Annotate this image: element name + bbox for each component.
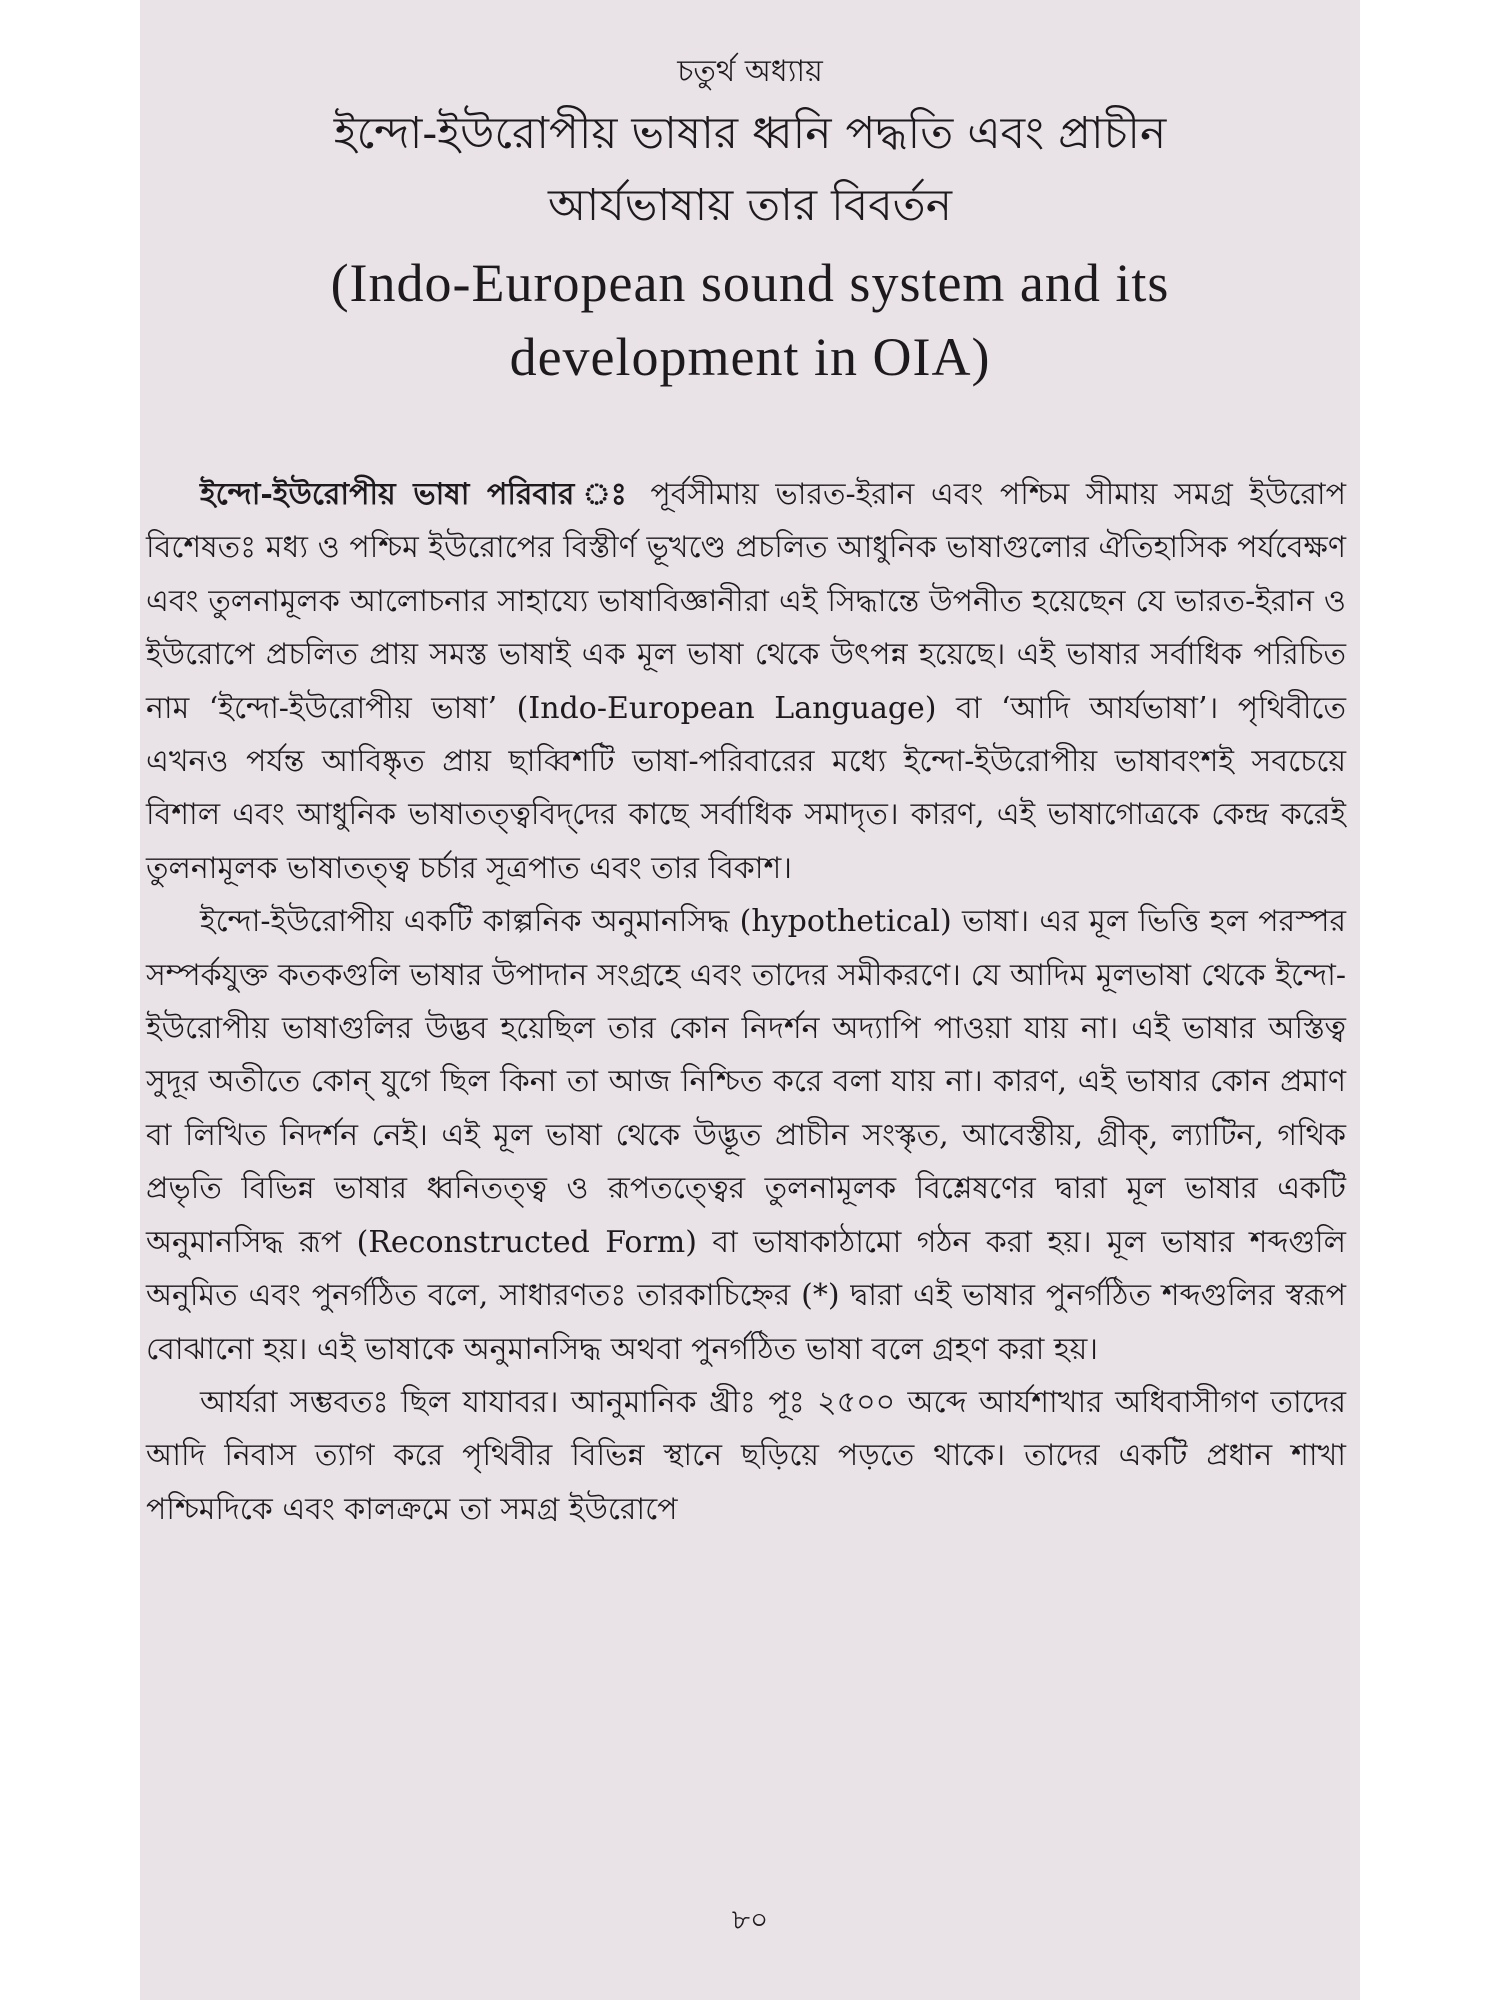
paragraph-3-text: আর্যরা সম্ভবতঃ ছিল যাযাবর। আনুমানিক খ্রীঃ পূঃ ২৫০০ অব্দে আর্যশাখার অধিবাসীগণ তাদের আদি নিবাস ত্যাগ করে পৃথিবীর বিভিন্ন স্থানে ছড়িয়ে পড়তে থাকে। তাদের একটি প্রধান শাখা পশ্চিমদিকে এবং কালক্রমে তা সমগ্র ইউরোপে: [146, 1384, 1346, 1527]
book-page: [140, 0, 1360, 2000]
page-number: ৮০: [731, 1903, 769, 1936]
chapter-title-bengali-line-2: আর্যভাষায় তার বিবর্তন: [548, 180, 952, 231]
chapter-title-bengali: [140, 98, 1360, 242]
chapter-title-english: [140, 246, 1360, 394]
paragraph-1-text: পূর্বসীমায় ভারত-ইরান এবং পশ্চিম সীমায় সমগ্র ইউরোপ বিশেষতঃ মধ্য ও পশ্চিম ইউরোপের বিস্তীর্ণ ভূখণ্ডে প্রচলিত আধুনিক ভাষাগুলোর ঐতিহাসিক পর্যবেক্ষণ এবং তুলনামূলক আলোচনার সাহায্যে ভাষাবিজ্ঞানীরা এই সিদ্ধান্তে উপনীত হয়েছেন যে ভারত-ইরান ও ইউরোপে প্রচলিত প্রায় সমস্ত ভাষাই এক মূল ভাষা থেকে উৎপন্ন হয়েছে। এই ভাষার সর্বাধিক পরিচিত নাম ‘ইন্দো-ইউরোপীয় ভাষা’ (Indo-European Language) বা ‘আদি আর্যভাষা’। পৃথিবীতে এখনও পর্যন্ত আবিষ্কৃত প্রায় ছাব্বিশটি ভাষা-পরিবারের মধ্যে ইন্দো-ইউরোপীয় ভাষাবংশই সবচেয়ে বিশাল এবং আধুনিক ভাষাতত্ত্ববিদ্‌দের কাছে সর্বাধিক সমাদৃত। কারণ, এই ভাষাগোত্রকে কেন্দ্র করেই তুলনামূলক ভাষাতত্ত্ব চর্চার সূত্রপাত এবং তার বিকাশ।: [146, 477, 1346, 886]
chapter-title-english-line-2: development in OIA): [509, 327, 991, 387]
chapter-label: চতুর্থ অধ্যায়: [677, 54, 823, 89]
paragraph-1: [146, 468, 1346, 895]
body-text: [146, 468, 1346, 1536]
paragraph-1-lead: ইন্দো-ইউরোপীয় ভাষা পরিবার ঃ: [200, 477, 634, 512]
chapter-title-english-line-1: (Indo-European sound system and its: [330, 253, 1170, 313]
paragraph-2: [146, 895, 1346, 1376]
paragraph-2-text: ইন্দো-ইউরোপীয় একটি কাল্পনিক অনুমানসিদ্ধ (hypothetical) ভাষা। এর মূল ভিত্তি হল পরস্পর সম্পর্কযুক্ত কতকগুলি ভাষার উপাদান সংগ্রহে এবং তাদের সমীকরণে। যে আদিম মূলভাষা থেকে ইন্দো-ইউরোপীয় ভাষাগুলির উদ্ভব হয়েছিল তার কোন নিদর্শন অদ্যাপি পাওয়া যায় না। এই ভাষার অস্তিত্ব সুদূর অতীতে কোন্ যুগে ছিল কিনা তা আজ নিশ্চিত করে বলা যায় না। কারণ, এই ভাষার কোন প্রমাণ বা লিখিত নিদর্শন নেই। এই মূল ভাষা থেকে উদ্ভূত প্রাচীন সংস্কৃত, আবেস্তীয়, গ্রীক্, ল্যাটিন, গথিক প্রভৃতি বিভিন্ন ভাষার ধ্বনিতত্ত্ব ও রূপতত্ত্বের তুলনামূলক বিশ্লেষণের দ্বারা মূল ভাষার একটি অনুমানসিদ্ধ রূপ (Reconstructed Form) বা ভাষাকাঠামো গঠন করা হয়। মূল ভাষার শব্দগুলি অনুমিত এবং পুনর্গঠিত বলে, সাধারণতঃ তারকাচিহ্নের (*) দ্বারা এই ভাষার পুনর্গঠিত শব্দগুলির স্বরূপ বোঝানো হয়। এই ভাষাকে অনুমানসিদ্ধ অথবা পুনর্গঠিত ভাষা বলে গ্রহণ করা হয়।: [146, 904, 1346, 1367]
chapter-title-bengali-line-1: ইন্দো-ইউরোপীয় ভাষার ধ্বনি পদ্ধতি এবং প্রাচীন: [333, 108, 1167, 159]
paragraph-3: [146, 1376, 1346, 1536]
